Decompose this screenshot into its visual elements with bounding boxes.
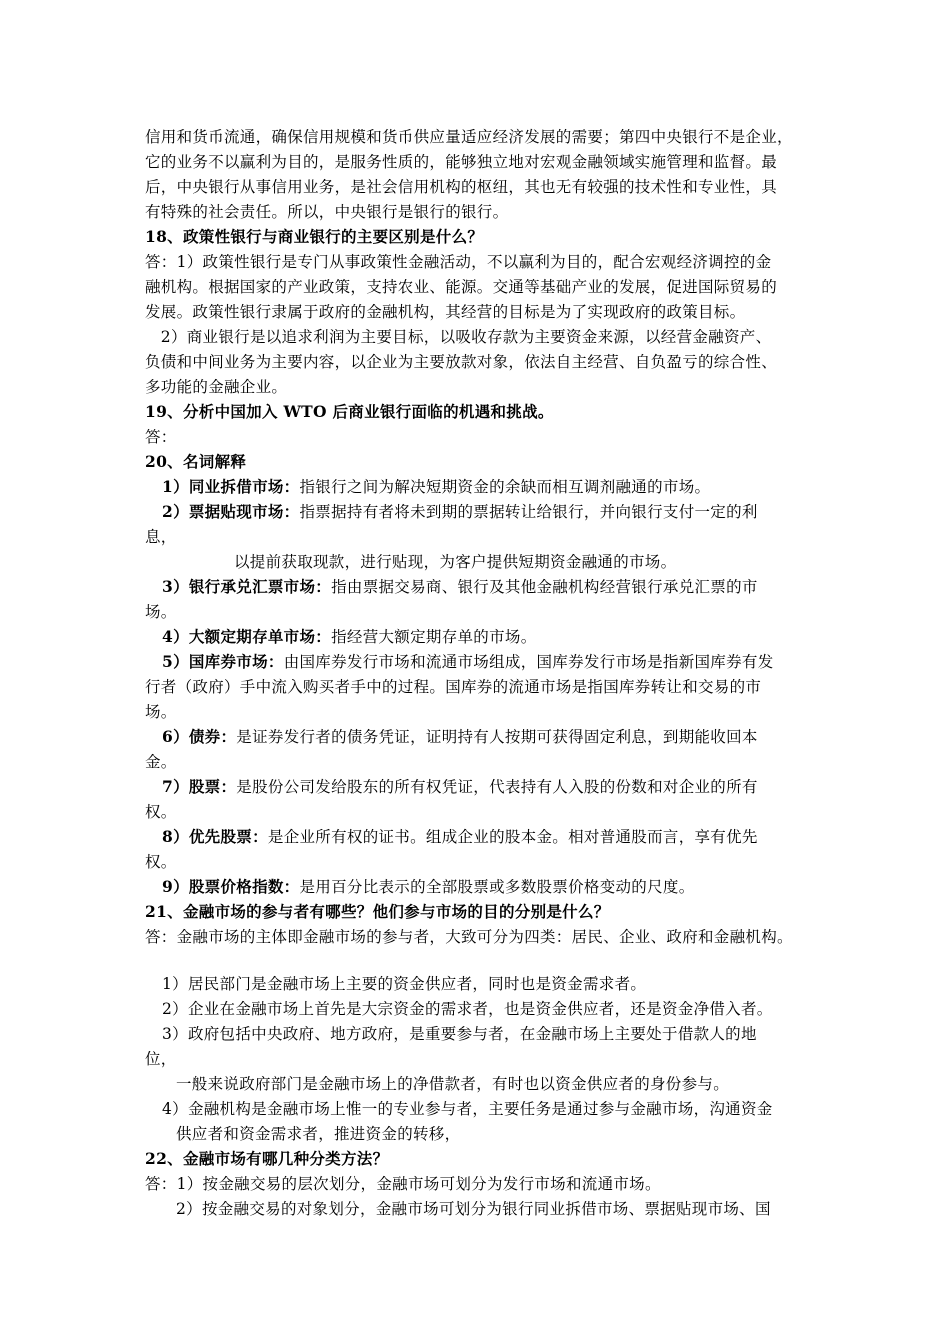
paragraph-line: 2）按金融交易的对象划分，金融市场可划分为银行同业拆借市场、票据贴现市场、国: [176, 1200, 771, 1218]
term-label: 7）股票：: [162, 777, 237, 796]
question-heading-19: 19、分析中国加入 WTO 后商业银行面临的机遇和挑战。: [145, 402, 554, 421]
paragraph-line: 有特殊的社会责任。所以，中央银行是银行的银行。: [145, 203, 509, 221]
paragraph-line: 它的业务不以赢利为目的，是服务性质的，能够独立地对宏观金融领域实施管理和监督。最: [145, 153, 778, 171]
paragraph-line: 行者（政府）手中流入购买者手中的过程。国库券的流通市场是指国库券转让和交易的市: [145, 678, 762, 696]
paragraph-line: 答：1）按金融交易的层次划分，金融市场可划分为发行市场和流通市场。: [145, 1175, 661, 1193]
term-item: [162, 877, 695, 897]
term-definition: 是证券发行者的债务凭证，证明持有人按期可获得固定利息，到期能收回本: [236, 728, 758, 746]
paragraph-line: 权。: [145, 803, 177, 821]
term-label: 9）股票价格指数：: [162, 877, 300, 896]
paragraph-line: 4）金融机构是金融市场上惟一的专业参与者，主要任务是通过参与金融市场，沟通资金: [162, 1100, 773, 1118]
paragraph-line: 一般来说政府部门是金融市场上的净借款者，有时也以资金供应者的身份参与。: [176, 1075, 730, 1093]
term-label: 4）大额定期存单市场：: [162, 627, 332, 646]
term-item: [162, 827, 758, 847]
paragraph-line: 场。: [145, 603, 177, 621]
term-label: 5）国库券市场：: [162, 652, 284, 671]
paragraph-line: 答：1）政策性银行是专门从事政策性金融活动，不以赢利为目的，配合宏观经济调控的金: [145, 253, 772, 271]
question-heading-22: 22、金融市场有哪几种分类方法？: [145, 1149, 389, 1168]
term-item: [162, 777, 758, 797]
term-item: [162, 727, 758, 747]
question-heading-20: 20、名词解释: [145, 452, 247, 471]
term-definition: 指经营大额定期存单的市场。: [331, 628, 537, 646]
paragraph-line: 多功能的金融企业。: [145, 378, 288, 396]
term-label: 2）票据贴现市场：: [162, 502, 300, 521]
term-label: 8）优先股票：: [162, 827, 268, 846]
question-heading-18: 18、政策性银行与商业银行的主要区别是什么？: [145, 227, 484, 246]
paragraph-line: 后，中央银行从事信用业务，是社会信用机构的枢纽，其也无有较强的技术性和专业性，具: [145, 178, 778, 196]
term-definition: 是股份公司发给股东的所有权凭证，代表持有人入股的份数和对企业的所有: [236, 778, 758, 796]
paragraph-line: 3）政府包括中央政府、地方政府，是重要参与者，在金融市场上主要处于借款人的地: [162, 1025, 757, 1043]
paragraph-line: 息，: [145, 528, 177, 546]
answer-label: 答：: [145, 428, 177, 446]
term-definition: 指银行之间为解决短期资金的余缺而相互调剂融通的市场。: [299, 478, 711, 496]
paragraph-line: 1）居民部门是金融市场上主要的资金供应者，同时也是资金需求者。: [162, 975, 647, 993]
term-definition: 是企业所有权的证书。组成企业的股本金。相对普通股而言，享有优先: [267, 828, 758, 846]
paragraph-line: 答：金融市场的主体即金融市场的参与者，大致可分为四类：居民、企业、政府和金融机构。: [145, 928, 793, 946]
term-definition: 指由票据交易商、银行及其他金融机构经营银行承兑汇票的市: [331, 578, 758, 596]
term-item: [162, 577, 758, 597]
term-item: [162, 652, 774, 672]
paragraph-line: 金。: [145, 753, 177, 771]
term-item: [162, 502, 758, 522]
paragraph-line: 融机构。根据国家的产业政策，支持农业、能源。交通等基础产业的发展，促进国际贸易的: [145, 278, 778, 296]
question-heading-21: 21、金融市场的参与者有哪些？他们参与市场的目的分别是什么？: [145, 902, 610, 921]
term-definition: 由国库券发行市场和流通市场组成，国库券发行市场是指新国库券有发: [283, 653, 774, 671]
term-item: [162, 627, 537, 647]
paragraph-line: 供应者和资金需求者，推进资金的转移，: [176, 1125, 461, 1143]
term-label: 6）债券：: [162, 727, 237, 746]
term-definition: 指票据持有者将未到期的票据转让给银行，并向银行支付一定的利: [299, 503, 758, 521]
paragraph-line: 场。: [145, 703, 177, 721]
paragraph-line: 发展。政策性银行隶属于政府的金融机构，其经营的目标是为了实现政府的政策目标。: [145, 303, 746, 321]
paragraph-line: 2）企业在金融市场上首先是大宗资金的需求者，也是资金供应者，还是资金净借入者。: [162, 1000, 773, 1018]
paragraph-line: 以提前获取现款，进行贴现，为客户提供短期资金融通的市场。: [234, 553, 677, 571]
paragraph-line: 信用和货币流通，确保信用规模和货币供应量适应经济发展的需要；第四中央银行不是企业，: [145, 128, 793, 146]
term-definition: 是用百分比表示的全部股票或多数股票价格变动的尺度。: [299, 878, 695, 896]
term-label: 3）银行承兑汇票市场：: [162, 577, 332, 596]
paragraph-line: 位，: [145, 1050, 177, 1068]
term-label: 1）同业拆借市场：: [162, 477, 300, 496]
paragraph-line: 2）商业银行是以追求利润为主要目标，以吸收存款为主要资金来源，以经营金融资产、: [145, 328, 772, 346]
paragraph-line: 负债和中间业务为主要内容，以企业为主要放款对象，依法自主经营、自负盈亏的综合性、: [145, 353, 778, 371]
paragraph-line: 权。: [145, 853, 177, 871]
term-item: [162, 477, 710, 497]
